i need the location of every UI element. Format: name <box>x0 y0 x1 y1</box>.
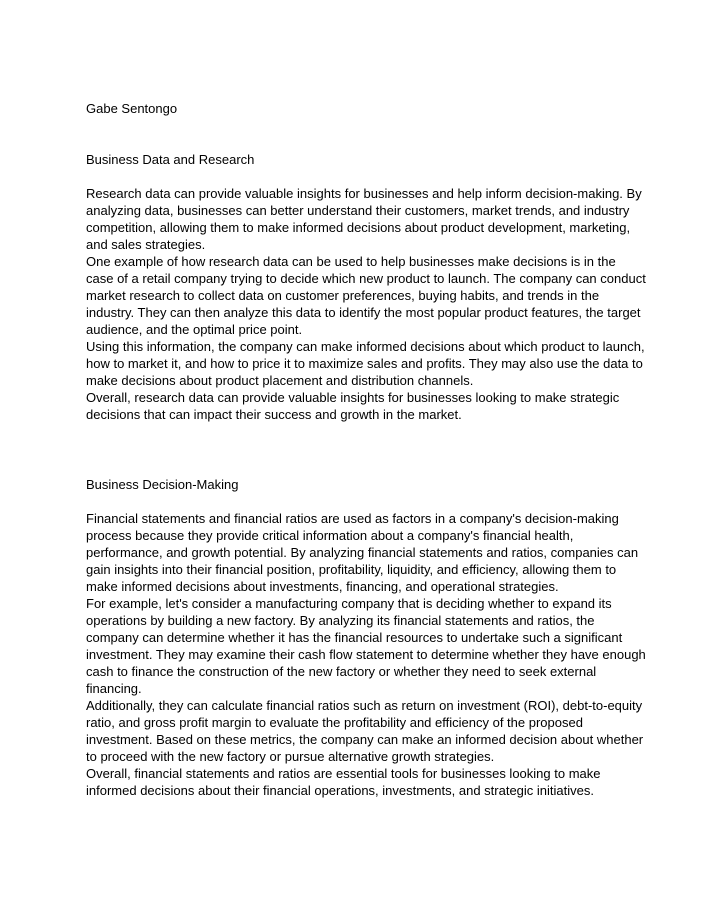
paragraph: Financial statements and financial ratios are used as factors in a company's decision-making process because they provide critical information about a company's financial health, performance, and growth potential. By analyzing financial statements and ratios, companies can gain insights into their financial position, profitability, liquidity, and efficiency, allowing them to make informed decisions about investments, financing, and operational strategies. <box>86 511 639 594</box>
section-body-business-data <box>86 185 646 423</box>
paragraph: Overall, financial statements and ratios are essential tools for businesses looking to make informed decisions about their financial operations, investments, and strategic initiatives. <box>86 766 601 798</box>
paragraph: Overall, research data can provide valuable insights for businesses looking to make strategic decisions that can impact their success and growth in the market. <box>86 390 620 422</box>
section-heading-business-data: Business Data and Research <box>86 152 255 167</box>
paragraph: For example, let's consider a manufacturing company that is deciding whether to expand its operations by building a new factory. By analyzing its financial statements and ratios, the company can determine whether it has the financial resources to undertake such a significant investment. They may examine their cash flow statement to determine whether they have enough cash to finance the construction of the new factory or whether they need to seek external financing. <box>86 596 646 696</box>
author-name: Gabe Sentongo <box>86 101 178 116</box>
paragraph: Research data can provide valuable insights for businesses and help inform decision-making. By analyzing data, businesses can better understand their customers, market trends, and industry competition, allowing them to make informed decisions about product development, marketing, and sales strategies. <box>86 186 642 252</box>
paragraph: Additionally, they can calculate financial ratios such as return on investment (ROI), debt-to-equity ratio, and gross profit margin to evaluate the profitability and efficiency of the proposed investment. Based on these metrics, the company can make an informed decision about whether to proceed with the new factory or pursue alternative growth strategies. <box>86 698 644 764</box>
section-body-business-decision <box>86 510 646 799</box>
paragraph: One example of how research data can be used to help businesses make decisions is in the case of a retail company trying to decide which new product to launch. The company can conduct market research to collect data on customer preferences, buying habits, and trends in the industry. They can then analyze this data to identify the most popular product features, the target audience, and the optimal price point. <box>86 254 646 337</box>
section-heading-business-decision: Business Decision-Making <box>86 477 239 492</box>
paragraph: Using this information, the company can make informed decisions about which product to launch, how to market it, and how to price it to maximize sales and profits. They may also use the data to make decisions about product placement and distribution channels. <box>86 339 645 388</box>
